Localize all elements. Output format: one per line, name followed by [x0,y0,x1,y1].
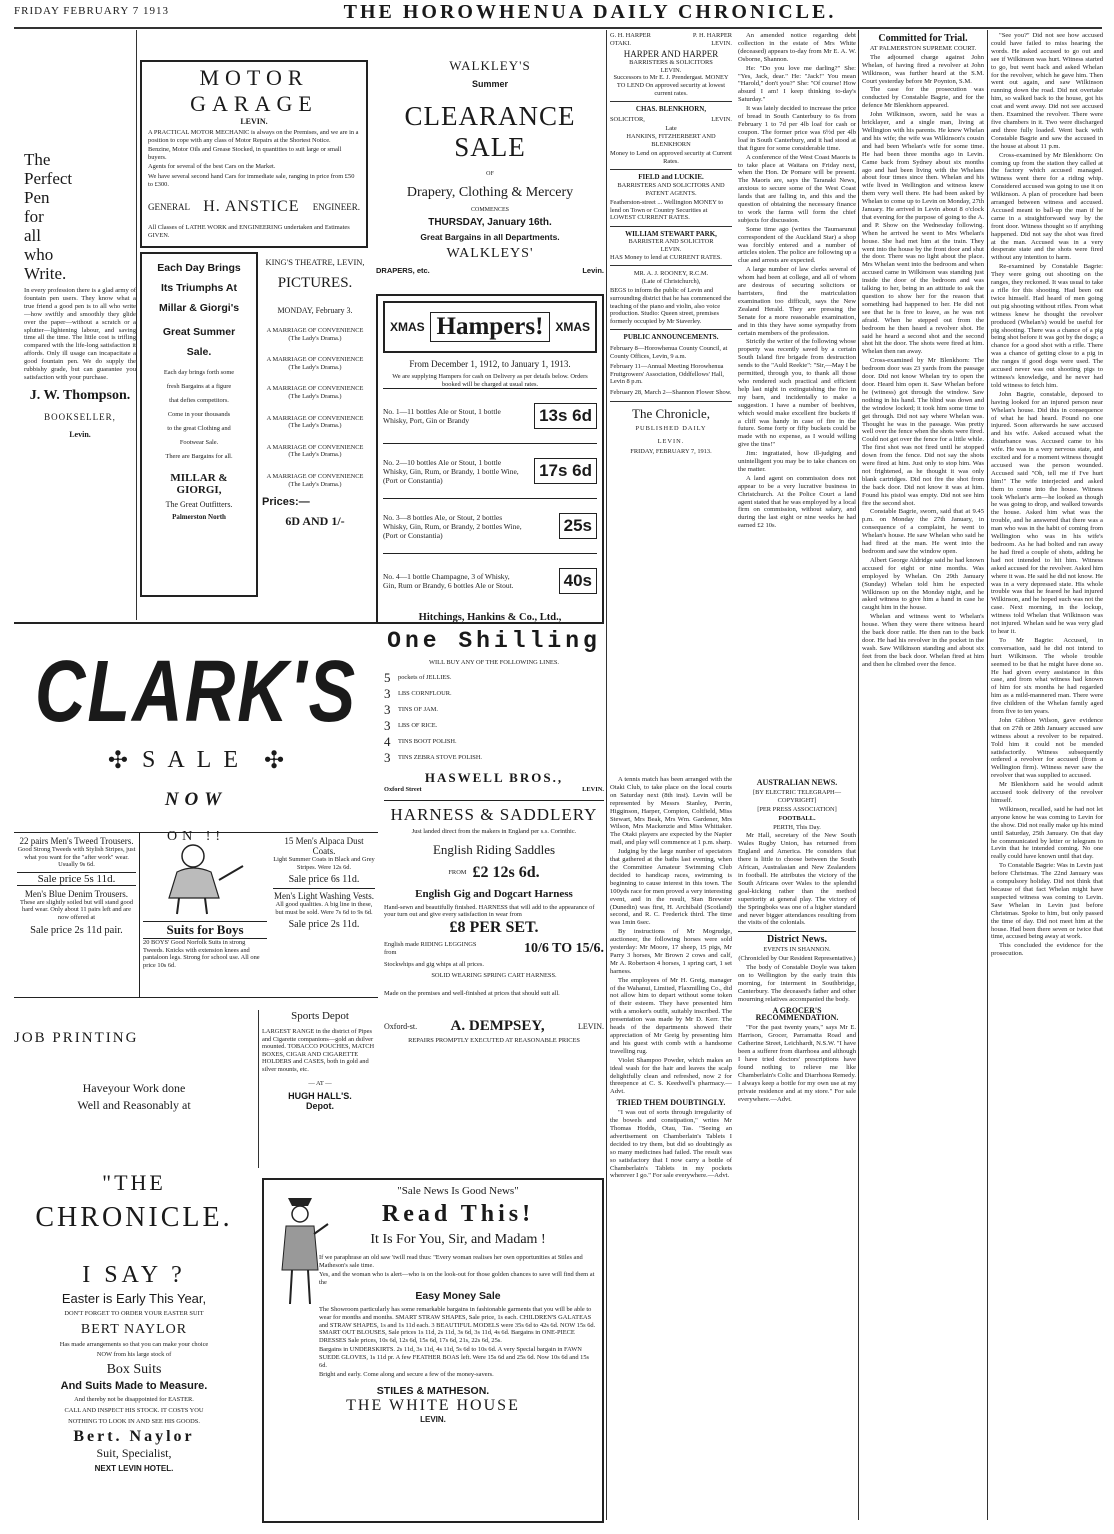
hamper-item-price: 17s 6d [534,458,597,484]
hamper-item [383,388,597,443]
australian-news-heading: AUSTRALIAN NEWS. [756,778,838,787]
pen-town: Levin. [69,429,91,439]
one-shilling-heading: One Shilling [387,628,601,654]
shilling-item-quantity: 3 [384,701,391,717]
hamper-item-price: 13s 6d [534,403,597,429]
pen-body: In every profession there is a glad army of fountain pen users. They know what a true friend a good pen is to all who write—how swiftly and smoothly they glide over the paper—without a scratch or a splutter—lightening labour, and saving time all the time. The little cost is trifling compared with the life-long satisfaction it affords. Only ill usage can incapacitate a good fountain pen. We do supply the rubbishy grade, but can guarantee you satisfaction with your purchase. [24,287,136,381]
clarks-heading: CLARK'S [34,642,358,740]
pen-trade: BOOKSELLER, [44,411,116,422]
shilling-list [384,670,604,766]
harness-heading: HARNESS & SADDLERY [390,805,598,824]
news-paragraph: A land agent on commission does not appear to be a very lucrative business in Christchurch. At the Police Court a land agent stated that he was employed by a local firm on commission, without salary, and during the last eight or nine weeks he had earned £2 10s. [738,474,856,530]
news-paragraph: A large number of law clerks several of whom had been at college, and all of whom are desirous of securing solicitors or barristers, find the matriculation examination too difficult, says the New Zealand Herald. They are pressing the Senate for a more reasonable examination, and in this they have some sympathy from certain members of the profession. [738,266,856,337]
star-icon: ✣ [264,748,285,774]
news-paragraph: Whelan and witness went to Whelan's house. When they were there witness heard the back door rattle. He then ran to the back door. He had his revolver in the pocket in the wash. Saw Wilkinson standing and about six feet from the back door. Whelan fired at him and then he climbed over the fence. [862,613,984,668]
news-paragraph: The employees of Mr H. Greig, manager of the Wahanui, Limited, Flaxmilling Co., did not allow him to depart without some token of their esteem. They have presented him with a smoker's outfit, suitably inscribed. The presentation was made by Mr D. Kerr. The heads of the departments showed their appreciation of Mr Greig by presenting him and his guest with comb with a handsome travelling rug. [610,976,732,1055]
news-paragraph: The adjourned charge against John Whelan, of having fired a revolver at John Wilkinson, was further heard at the S.M. Court yesterday before Mr Poynton, S.M. [862,53,984,85]
shilling-item-label: TINS BOOT POLISH. [398,737,457,745]
hamper-item [383,553,597,608]
shilling-item [384,718,604,734]
news-column-middle [738,32,856,772]
shilling-item-label: LBS CORNFLOUR. [398,689,452,697]
news-paragraph: Cross-examined by Mr Blenkhorn: On coming up from the station they called at the factory which accused managed. Witness went there for a riding whip. Considered accused was going to use it on Wilkinson. A plan of procedure had been arranged between witness and accused. Accused meant to ball-up the man if he came in a straightforward way by the front door. Witness thought so if anything happened. Did not say the shot was fired at the man. Accused was in a very desperate state and the shots were fired without any intention to harm. [991,151,1103,262]
stiles-matheson-advert: "Sale News Is Good News" Read This! It Is For You, Sir, and Madam ! If we paraphrase an old saw 'twill read thus: "Every woman realises her own opportunities at Stiles and Matheson's sale time. Yes, and the woman who is alert—who is on the look-out for those golden chances to save will find them at the Easy Money Sale The Showroom particularly has some remarkable bargains in fashionable garments that you will be able to wear for months and months. SMART STRAW SHAPES, Sale price, 1s each. CHILDREN'S GALATEAS and STRAW SHAPES, 1s and 1s 11d each. 3 BEAUTIFUL MODELS were 35s 6d to 42s 6d. NOW 15s 6d. SMART OUT BLOUSES, Sale prices 1s 11d, 2s 11d, 3s 6d, 3s 11d, 4s 6d. Bargains in ONE-PIECE DRESSES Sale prices, 10s 6d, 12s 6d, 15s 6d, 17s 6d, 21s, 22s 6d, 25s. Bargains in UNDERSKIRTS. 2s 11d, 3s 11d, 4s 11d, 5s 6d to 10s 6d. A very Special bargain in FAWN SUEDE GLOVES, 1s 11d pr. A few FEATHER BOAS left. Were 15s 6d and 25s 6d. Now 10s 6d and 15s 6d. Bright and early. Come along and secure a few of the money-savers. STILES & MATHESON. THE WHITE HOUSE LEVIN. [262,1178,604,1523]
news-paragraph: Re-examined by Constable Bagrie: They were going out shooting on the ranges, they reckoned. It was usual to take a rifle for this shooting. Had been out twice himself. Had heard of men going out pig shooting without rifles. From what witness knew he thought the revolver produced (Whelan's) would be useful for pig shooting. There was a chance of a pig being shot before it was got by the dogs; a chance for a good shot with a rifle. There was a chance of getting close to a pig in the ranges if good dogs were used. The accused never was out shooting pigs to witness's knowledge, and he never had told witness to fetch him. [991,263,1103,389]
news-paragraph: John Bagrie, constable, deposed to having looked for an injured person near Whelan's house. Did this in consequence of what he had heard. Found no one injured. Soon afterwards he saw accused and his wife. Asked accused what the disturbance was. Accused came to his wife. He was in a very nervous state, and excited and for a moment witness thought accused was the person wounded. Accused said "Oh, tell me if I've hurt him!" The wife interjected and asked them to come into the house. Witness took Whelan's arm—he looked as though he was going to drop, and walked towards the house. Asked him what was the trouble, and he answered that there was a man who was in the habit of coming from Wellington who was in his wife's bedroom. As he had bolted and ran away he had fired a couple of shots, adding he had not intended to hit him. Witness asked accused for the revolver. Asked him where it was. He said he did not know. He was in a very depressed state. His whole trouble was that he feared he had injured Wilkinson, and he hoped such was not the case. Next morning, in the lockup, witness told Whelan that Wilkinson was not injured. Whelan said he was very glad to hear it. [991,390,1103,635]
shilling-item-quantity: 4 [384,733,391,749]
chronicle-promo: "THE CHRONICLE. [35,1170,233,1233]
committed-for-trial-heading: Committed for Trial. [878,33,968,44]
news-paragraph: He: "Do you love me darling?" She: "Yes, Jack, dear." He: "Jack!" You mean "Harold," don't you?" She: "Of course! How absurd I am! I keep thinking to-day's Saturday." [738,64,856,104]
hamper-item-text: No. 3—8 bottles Ale, or Stout, 2 bottles Whisky, Gin, Rum, or Brandy, 2 bottles Wine, (Port or Constantia) [383,512,522,540]
show-date: MONDAY, February 3. [277,306,353,315]
tweed-sale-price: Sale price 5s 11d. [17,872,136,886]
shilling-item-label: TINS OF JAM. [398,705,438,713]
news-paragraph: Strictly the writer of the following whose property was recently saved by a certain South Island fire brigade from destruction sends to the "Auld Reekie": "Sir,—May I be permitted, through you, to thank all those who rendered such practical and efficient help last night in extinguishing the fire in my barn, and incidentally to make a suggestion. I have a number of beehives, which would make excellent fire buckets if a cliff was handy in case of fire in the future. Some forty or fifty buckets could be made with no expense, as I would willing give the tins!" [738,338,856,449]
news-column-right [991,32,1103,1522]
pen-seller: J. W. Thompson. [29,387,131,403]
hamper-list [383,388,597,608]
news-paragraph: Jim: ingratiated, how ill-judging and unintelligent you may be to take chances on the matter. [738,450,856,473]
harness-saddlery-advert: HARNESS & SADDLERY Just landed direct from the makers in England per s.s. Corinthic. English Riding Saddles FROM £2 12s 6d. English Gig and Dogcart Harness Hand-sewn and beautifully finished. HARNESS that will add to the appearance of your turn out and give every satisfaction in wear from £8 PER SET. English made RIDING LEGGINGS from 10/6 TO 15/6. Stockwhips and gig whips at all prices. SOLID WEARING SPRING CART HARNESS. Made on the premises and well-finished at prices that should suit all. Oxford-st. A. DEMPSEY, LEVIN. REPAIRS PROMPTLY EXECUTED AT REASONABLE PRICES [384,800,604,1125]
motor-garage-owner: H. ANSTICE [203,198,300,216]
job-printing-heading: JOB PRINTING [14,1030,139,1046]
alpaca-sale-price: Sale price 6s 11d. [288,874,360,886]
news-paragraph: An amended notice regarding debt collection in the estate of Mrs White (deceased) appears to-day from Mr E. A. W. Osborne, Shannon. [738,32,856,63]
one-shilling-advert: One Shilling WILL BUY ANY OF THE FOLLOWING LINES. 5 pockets of JELLIES. 3 LBS CORNFLOUR. 3 TINS OF JAM. 3 LBS OF RICE. 4 TINS BOOT POLISH. 3 TINS ZEBRA STOVE POLISH. HASWELL BROS., Oxford Street LEVIN. [384,628,604,793]
news-paragraph: "See you?" Did not see how accused could have failed to miss hearing the words. He asked accused to go out and see if Wilkinson was hurt. Witness started to go, but went back and asked Whelan for the revolver, which he gave him. Then went out again, and saw Wilkinson running down the road. Did not overtake him, so walked back to the house, got his coat and went away. Did not see accused then. Examined the revolver. There were five chambers in it. Two were discharged and three fully loaded. Went back with Constable Bagrie and saw the accused in the house at about 11 p.m. [991,32,1103,150]
hamper-item-price: 40s [559,568,597,594]
professional-cards-column: G. H. HARPER P. H. HARPER OTAKI. LEVIN. HARPER AND HARPER BARRISTERS & SOLICITORS LEVIN. Successors to Mr E. J. Prendergast. MONEY TO LEND On approved security at lowest current rates. CHAS. BLENKHORN, SOLICITOR, LEVIN. Late HANKINS, FITZHERBERT AND BLENKHORN Money to Lend on approved security at Current Rates. FIELD and LUCKIE. BARRISTERS AND SOLICITORS AND PATENT AGENTS. Featherston-street ... Wellington MONEY to lend on Town or Country Securities at LOWEST CURRENT RATES. WILLIAM STEWART PARK, BARRISTER AND SOLICITOR LEVIN. HAS Money to lend at CURRENT RATES. MR. A. J. ROONEY, R.C.M. (Late of Christchurch), BEGS to inform the public of Levin and surrounding district that he has commenced the teaching of the piano and violin, also voice production. Studio: Queen street, premises formerly occupied by Mr Staverley. PUBLIC ANNOUNCEMENTS. February 8—Horowhenua County Council, at County Offices, Levin, 9 a.m. February 11—Annual Meeting Horowhenua Fruitgrowers' Association, Oddfellows' Hall, Levin 8 p.m. February 28, March 2—Shannon Flower Show. The Chronicle, PUBLISHED DAILY LEVIN. FRIDAY, FEBRUARY 7, 1913. [610,32,732,455]
job-printing-advert: JOB PRINTING Haveyour Work done Well and Reasonably at [14,1030,254,1150]
motor-garage-title: MOTOR GARAGE [190,65,318,116]
news-paragraph: John Wilkinson, sworn, said he was a bricklayer, and a single man, living at Wellington with his parents. He knew Whelan and his wife; the wife was Wilkinson's cousin and had been Whelan's wife for some time. He had been three months ago in Levin. Came back from Sydney about six months ago and had been living with the Whelans about four times since then. Whelan and his wife lived in Wellington and witness knew them very well there. He had been asked by Whelan to come up to Levin on Monday, 27th January. He arrived in Levin about 8 o'clock that evening for the purpose of going to the A. and P. Show on the Wednesday following. When he arrived he went to Mrs Whelan's house. She had met him at the train. They went into the house by the front door and shut the door. There was no light about the place. Mrs Whelan went into the bedroom and when accused came in Wilkinson was standing just inside the door of the bedroom and was talking to her, being in an attitude to ask the question to show her for the reason that something had happened to her. He did not see that he is free to leave, as he was not afraid. When he stepped out from the bedroom he then heard a revolver shot. He said he heard a second shot and the second shot hit the door. The shots were fired at him. Whelan then ran away. [862,111,984,356]
news-paragraph: Some time ago (writes the Taumarunui correspondent of the Auckland Star) a shop was forcibly entered and a number of articles stolen. The police are following up a clue and arrests are expected. [738,225,856,265]
harness-price: £8 PER SET. [449,918,539,936]
dempsey-name: A. DEMPSEY, [450,1017,545,1034]
chronicle-heading: The Chronicle, [632,405,710,421]
news-paragraph: Albert George Aldridge said he had known accused for eight or nine months. Was employed by Whelan. On 29th January (Sunday) Whelan told him he expected Wilkinson up on the Monday night, and he asked witness to give him a hand in case he caught him in the house. [862,556,984,612]
denim-sale-price: Sale price 2s 11d pair. [30,924,123,936]
motor-garage-advert: MOTOR GARAGE LEVIN. A PRACTICAL MOTOR MECHANIC is always on the Premises, and we are in a position to cope with any class of Motor Repairs at the Shortest Notice. Benzine, Motor Oils and Grease Stocked, in quantities to suit large or small buyers. Agents for several of the best Cars on the Market. We have several second hand Cars for immediate sale, ranging in price from £50 to £300. GENERAL H. ANSTICE ENGINEER. All Classes of LATHE WORK and ENGINEERING undertaken and Estimates GIVEN. [140,60,368,248]
news-paragraph: Constable Bagrie, sworn, said that at 9.45 p.m. on Monday the 27th January, in consequence of a complaint, he went to Whelan's house. He saw Whelan who said he had fired at the man. He went into the bedroom and saw the window open. [862,508,984,555]
stiles-matheson-name: STILES & MATHESON. [376,1384,490,1397]
hamper-item-text: No. 1—11 bottles Ale or Stout, 1 bottle Whisky, Port, Gin or Brandy [383,407,501,426]
suits-for-boys-heading: Suits for Boys [143,921,267,939]
news-paragraph: To Mr Bagrie: Accused, in conversation, said he did not intend to hurt Wilkinson. The whole trouble seemed to be that he might have done so. He had given every assistance in this case, and from what witness had known of him for six months he had regarded him as a mild-mannered man. There were five children of the Whelan family aged from five to ten years. [991,636,1103,716]
bert-naylor-name: BERT NAYLOR [80,1321,188,1337]
read-this-heading: Read This! [381,1201,535,1227]
ticket-prices: 6D AND 1/- [285,514,345,529]
news-paragraph: By instructions of Mr Mogrudge, auctioneer, the following horses were sold yesterday: Mr Moore, 17 sheep, 15 pigs, Mr Parry 3 horses, Mr Brown 2 cows and calf, Mr A. Robertson 4 horses, 1 spring cart, 1 set harness. [610,928,732,975]
hamper-item-text: No. 2—10 bottles Ale or Stout, 1 bottle Whisky, Gin, Rum, or Brandy, 1 bottle Wine, (Port or Constantia) [383,457,519,485]
shilling-item-quantity: 3 [384,749,391,765]
shilling-item [384,702,604,718]
harper-heading: HARPER AND HARPER [623,49,719,60]
shilling-item [384,750,604,766]
news-paragraph: Wilkinson, recalled, said he had not let anyone know he was coming to Levin for the show. Did not really make up his mind until Saturday, 25th January. On that day he communicated by letter or telegram to Levin that he intended coming. No one really could have known until that day. [991,805,1103,861]
hugh-hall-name: HUGH HALL'S. [288,1091,352,1102]
district-news-heading: District News. [767,934,827,946]
news-paragraph: Violet Shampoo Powder, which makes an ideal wash for the hair and leaves the scalp delightfully clean and refreshed, now 2 for threepence at C. S. Keedwell's pharmacy.—Advt. [610,1056,732,1096]
news-paragraph: Mr Blenkhorn said he would admit accused took delivery of the revolver himself. [991,781,1103,804]
news-paragraph: To Constable Bagrie: Was in Levin just before Christmas. The 22nd January was a compulsory holiday. Did not think that because of that fact Whelan might have suspected witness was coming to Levin. Saw Whelan in Levin just before Christmas. Spoke to him, but only passed the time of day. Did not meet him at the house. Had been there seven or twice that time, accused being away at work. [991,862,1103,941]
clearance-sale-heading: CLEARANCE SALE [404,101,576,162]
news-paragraph: It was lately decided to increase the price of bread in South Canterbury to 6s from February 1 to 7d per 4lb loaf for cash or coupon. The former price was 6½d per 4lb loaf in South Canterbury, and it had stood at that figure for some considerable time. [738,105,856,152]
boy-illustration [143,836,267,916]
vest-sale-price: Sale price 2s 11d. [288,919,360,931]
shilling-item-label: pockets of JELLIES. [398,673,452,681]
news-column-lower-left [610,776,732,1524]
committed-for-trial-column: Committed for Trial. AT PALMERSTON SUPREME COURT. The adjourned charge against John Whelan, of having fired a revolver at John Wilkinson, was further heard at the S.M. Court yesterday before Mr Poynton, S.M. The case for the prosecution was conducted by Constable Bagrie, and for the defence Mr Blenkhorn appeared. John Wilkinson, sworn, said he was a bricklayer, and a single man, living at Wellington with his parents. He knew Whelan and his wife; the wife was Wilkinson's cousin and had been Whelan's wife for some time. He had been three months ago in Levin. Came back from Sydney about six months ago and had been living with the Whelans about four times since then. Whelan and his wife lived in Wellington and witness knew them very well there. He had been asked by Whelan to come up to Levin on Monday, 27th January. He arrived in Levin about 8 o'clock that evening for the purpose of going to the A. and P. Show on the Wednesday following. When he arrived he went to Mrs Whelan's house. She had met him at the train. They went into the house by the front door and shut the door. There was no light about the place. Mrs Whelan went into the bedroom and when accused came in Wilkinson was standing just inside the door of the bedroom and was talking to her, being in an attitude to ask the question to show her for the reason that something had happened to her. He did not see that he is free to leave, as he was not afraid. When he stepped out from the bedroom he then heard a revolver shot. He said he heard a second shot and the second shot hit the door. The shots were fired at him. Whelan then ran away. Cross-examined by Mr Blenkhorn: The bedroom door was 23 yards from the passage door. Did not know Whelan try to open the door. Heard him open it. Saw Whelan before he (witness) got through the window. Saw nothing in his hand. The blind was down and the window locked; it took him some time to get through. Did not say where Whelan was. Thought he was in the passage. Was pretty well over the fence when the shots were fired. Could not get over the fence for a little while. The first shot was not fired until he stopped down from the fence. Did not say the shots were fired at him. Just only to stop him. Was not frightened, as he thought it was only blank cartridges. Did not fire the shot from the back door. Did not know it was at him. Found his pistol was empty. Did not see him fire the second shot. Constable Bagrie, sworn, said that at 9.45 p.m. on Monday the 27th January, in consequence of a complaint, he went to Whelan's house. He saw Whelan who said he had fired at the man. He went into the bedroom and saw the window open. Albert George Aldridge said he had known accused for eight or nine months. Was employed by Whelan. On 29th January (Sunday) Whelan told him he expected Wilkinson up on the Monday night, and he asked witness to give him a hand in case he caught him in the house. Whelan and witness went to Whelan's house. When they were there witness heard the back door rattle. He then ran to the back door. He had his revolver in the pocket in the wash. Saw Wilkinson standing and about six feet from the back door. Whelan fired at him and then he climbed over the fence. [862,33,984,668]
newspaper-title: THE HOROWHENUA DAILY CHRONICLE. [343,1,837,23]
shilling-item-label: LBS OF RICE. [398,721,438,729]
kings-theatre-advert: KING'S THEATRE, LEVIN, PICTURES. MONDAY, February 3. A MARRIAGE OF CONVENIENCE (The Lady's Drama.) A MARRIAGE OF CONVENIENCE (The Lady's Drama.) A MARRIAGE OF CONVENIENCE (The Lady's Drama.) A MARRIAGE OF CONVENIENCE (The Lady's Drama.) A MARRIAGE OF CONVENIENCE (The Lady's Drama.) A MARRIAGE OF CONVENIENCE (The Lady's Drama.) Prices:— 6D AND 1/- [262,255,368,595]
shilling-item-quantity: 5 [384,669,391,685]
news-paragraph: A tennis match has been arranged with the Otaki Club, to take place on the local courts on Saturday next (8th inst). Levin will be represented by Messrs Stanley, Perrin, Higginson, Harper, Compton, Coltfield, Miss Stewart, Mrs Beak, Mrs Wm. Gardener, Mrs Wilson, Mrs Mackenzie and Miss Whittaker. The Otaki players are expected by the Napier mail, and play will commence at 1 p.m. sharp. [610,776,732,847]
news-column-lower-right: AUSTRALIAN NEWS. [BY ELECTRIC TELEGRAPH—COPYRIGHT] [PER PRESS ASSOCIATION] FOOTBALL. PERTH, This Day. Mr Hall, secretary of the New South Wales Rugby Union, has returned from England and America. He considers that there is little to choose between the South African, Australasian and New Zealanders in football. He attributes the victory of the South Africans over Wales to the splendid goal-kicking rather than the method superiority at general play. The victory of the Springboks was one of a higher standard and never bigger attendances resulting from the visits of the colonials. District News. EVENTS IN SHANNON. (Chronicled by Our Resident Representative.) The body of Constable Doyle was taken on to Wellington by the early train this morning, for interment in Southbridge, Canterbury. The deceased's father and other mourning relatives accompanied the body. A GROCER'S RECOMMENDATION. "For the past twenty years," says Mr E. Harrison, Grocer, Parramatta Road and Catherine Street, Leichhardt, N.S.W. "I have been a sufferer from diarrhoea and although I have tried doctors' prescriptions have found nothing to relieve me like Chamberlain's Colic and Diarrhoea Remedy. I always keep a bottle for my own use at my private residence and at my store." For sale everywhere.—Advt. [738,778,856,1103]
pictures-heading: PICTURES. [277,275,353,291]
issue-date: FRIDAY FEBRUARY 7 1913 [14,5,169,17]
public-announcements-heading: PUBLIC ANNOUNCEMENTS. [623,333,719,342]
shilling-item-quantity: 3 [384,685,391,701]
clarks-sale-advert: CLARK'S ✣ SALE ✣ NOW ON !! 22 pairs Men's Tweed Trousers. Good Strong Tweeds with Stylish Stripes, just what you want for the "after work" wear. Usually 9s 6d. Sale price 5s 11d. Men's Blue Denim Trousers. These are slightly soiled but will stand good hard wear. Only about 11 pairs left and are now offered at Sale price 2s 11d pair. Suits for Boys 20 BOYS' Good Norfolk Suits in strong Tweeds. Knicks with extension knees and pantaloon legs. Strong for school use. All one price 10s 6d. 15 Men's Alpaca Dust Coats. Light Summer Coats in Black and Grey Stripes. Were 12s 6d. Sale price 6s 11d. Men's Light Washing Vests. All good qualities. A big line in these, but must be sold. Were 7s 6d to 9s 6d. Sale price 2s 11d. [14,622,378,998]
news-paragraph: "I was out of sorts through irregularity of the bowels and constipation," writes Mr Thomas Hodds, Otau, Tas. "Seeing an advertisement on Chamberlain's Tablets I decided to try them, but did so doubtingly as so many medicines had failed. The result was so satisfactory that I now carry a bottle of Chamberlain's Tablets in my pockets wherever I go." For sale everywhere.—Advt. [610,1109,732,1180]
news-paragraph: John Gibbon Wilson, gave evidence that on 27th or 28th January accused saw witness about a revolver to be repaired. Told him it could not be mended satisfactorily. Witness subsequently ordered a revolver for accused (from a Wellington firm). Witness never saw the revolver that was supplied to accused. [991,716,1103,780]
hamper-item [383,443,597,498]
shilling-item [384,734,604,750]
shilling-item [384,670,604,686]
pen-advert [24,150,136,490]
sale-start-date: THURSDAY, January 16th. [428,217,552,228]
star-icon: ✣ [107,748,128,774]
hampers-heading: Hampers! [430,312,551,342]
hamper-item-price: 25s [559,513,597,539]
shilling-item [384,686,604,702]
leggings-price: 10/6 TO 15/6. [523,940,604,956]
pen-headline: The Perfect Pen for all who Write. [24,150,73,283]
shilling-item-label: TINS ZEBRA STOVE POLISH. [398,753,483,761]
millar-giorgi-advert: Each Day Brings Its Triumphs At Millar & Giorgi's Great Summer Sale. Each day brings forth some fresh Bargains at a figure that defies competitors. Come in your thousands to the great Clothing and Footwear Sale. There are Bargains for all. MILLAR & GIORGI, The Great Outfitters. Palmerston North [140,252,258,597]
town-crier-illustration [270,1190,330,1310]
news-paragraph: Judging by the large number of spectators that gathered at the baths last evening, when the Committee Amateur Swimming Club decided to handicap races, swimming is beginning to cause interest in this town. The 100yds race for men proved a very interesting event, and in the result, Stan Brewster (Dunedin) was first, H. Archibald (Scotland) second, and R. C. Frederick third. The time was 1min 6sec. [610,848,732,927]
shilling-item-quantity: 3 [384,717,391,733]
hamper-item-text: No. 4—1 bottle Champagne, 3 of Whisky, Gin, Rum or Brandy, 6 bottles Ale or Stout. [383,572,514,591]
xmas-hampers-advert: XMAS Hampers! XMAS From December 1, 1912, to January 1, 1913. We are supplying Hampers for cash on Delivery as per details below. Orders booked will be charged at usual rates. No. 1—11 bottles Ale or Stout, 1 bottle Whisky, Port, Gin or Brandy 13s 6d No. 2—10 bottles Ale or Stout, 1 bottle Whisky, Gin, Rum, or Brandy, 1 bottle Wine, (Port or Constantia) 17s 6d No. 3—8 bottles Ale, or Stout, 2 bottles Whisky, Gin, Rum, or Brandy, 2 bottles Wine, (Port or Constantia) 25s No. 4—1 bottle Champagne, 3 of Whisky, Gin, Rum or Brandy, 6 bottles Ale or Stout. 40s Hitchings, Hankins & Co., Ltd., [376,294,604,624]
sports-depot-heading: Sports Depot [291,1010,349,1022]
walkleys-advert: WALKLEY'S Summer CLEARANCE SALE OF Drapery, Clothing & Mercery COMMENCES THURSDAY, January 16th. Great Bargains in all Departments. WALKLEYS' DRAPERS, etc. Levin. [376,58,604,275]
bert-naylor-advert: I SAY ? Easter is Early This Year, DON'T FORGET TO ORDER YOUR EASTER SUIT BERT NAYLOR Has made arrangements so that you can make your choice NOW from his large stock of Box Suits And Suits Made to Measure. And thereby not be disappointed for EASTER. CALL AND INSPECT HIS STOCK. IT COSTS YOU NOTHING TO LOOK IN AND SEE HIS GOODS. Bert. Naylor Suit, Specialist, NEXT LEVIN HOTEL. [14,1262,254,1524]
saddle-price: £2 12s 6d. [472,863,540,881]
hamper-item [383,498,597,553]
news-paragraph: The case for the prosecution was conducted by Constable Bagrie, and for the defence Mr Blenkhorn appeared. [862,86,984,110]
motor-garage-town: LEVIN. [240,117,268,126]
news-paragraph: Cross-examined by Mr Blenkhorn: The bedroom door was 23 yards from the passage door. Did not know Whelan try to open the door. Heard him open it. Saw Whelan before he (witness) got through the window. Saw nothing in his hand. The blind was down and the window locked; it took him some time to get through. Did not say where Whelan was. Thought he was in the passage. Was pretty well over the fence when the shots were fired. Could not get over the fence for a little while. The first shot was not fired until he stopped down from the fence. Did not say the shots were fired at him. Just only to stop him. Was not frightened, as he thought it was only blank cartridges. Did not fire the shot from the back door. Did not know it was at him. Found his pistol was empty. Did not see him fire the second shot. [862,357,984,507]
news-paragraph: A conference of the West Coast Maoris is to take place at Waitara on Friday next, when the Hon. Dr Pomare will be present. The Maoris are, says the Taranaki News, anxious to secure some of the West Coast lands that are falling in, and this and the question of obtaining the necessary finance to work the farms will form the chief subjects for discussion. [738,153,856,224]
millar-giorgi-name: MILLAR & GIORGI, [170,472,228,496]
news-paragraph: This concluded the evidence for the prosecution. [991,942,1103,958]
tried-heading: TRIED THEM DOUBTINGLY. [616,1098,726,1108]
sports-depot-advert: Sports Depot LARGEST RANGE in the district of Pipes and Cigarette companions—gold an dsilver mounted. TOBACCO POUCHES, MATCH BOXES, CIGAR AND CIGARETTE HOLDERS and CASES, both in gold and silver mounts, etc. — AT — HUGH HALL'S. Depot. [262,1010,378,1168]
